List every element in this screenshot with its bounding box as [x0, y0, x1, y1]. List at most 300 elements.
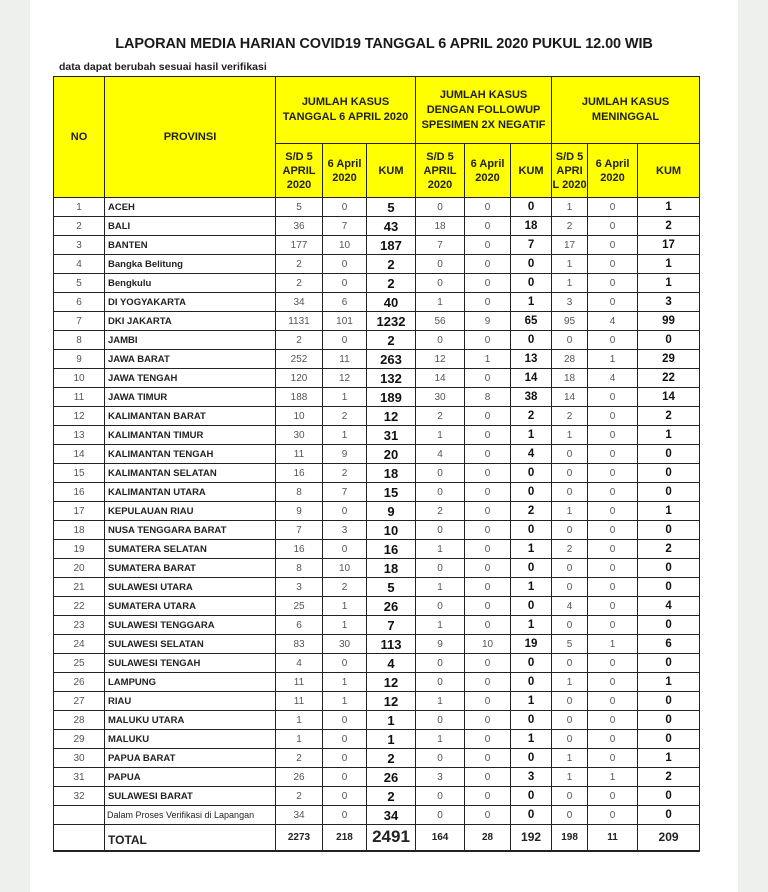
cell-no: 22	[54, 597, 105, 616]
cell-jumlah-kasus-6-april: 1	[323, 692, 367, 711]
cell-meninggal-kum: 0	[638, 711, 700, 730]
header-no: NO	[54, 77, 105, 198]
cell-jumlah-kasus-kum: 1232	[367, 312, 416, 331]
cell-meninggal-6-april: 0	[588, 274, 638, 293]
cell-negatif-kum: 0	[511, 749, 552, 768]
cell-no: 4	[54, 255, 105, 274]
cell-meninggal-sd5-april: 2	[552, 407, 588, 426]
covid-cases-table	[53, 76, 700, 852]
cell-meninggal-sd5-april: 0	[552, 331, 588, 350]
cell-negatif-kum: 38	[511, 388, 552, 407]
cell-meninggal-kum: 17	[638, 236, 700, 255]
cell-negatif-sd5-april: 0	[416, 749, 465, 768]
cell-jumlah-kasus-6-april: 0	[323, 540, 367, 559]
cell-negatif-6-april: 0	[465, 673, 511, 692]
cell-no: 3	[54, 236, 105, 255]
cell-meninggal-kum: 6	[638, 635, 700, 654]
cell-negatif-sd5-april: 0	[416, 521, 465, 540]
cell-negatif-kum: 0	[511, 331, 552, 350]
header-provinsi: PROVINSI	[105, 77, 276, 198]
cell-meninggal-sd5-april: 1	[552, 749, 588, 768]
cell-meninggal-kum: 0	[638, 445, 700, 464]
cell-negatif-6-april: 0	[465, 369, 511, 388]
cell-jumlah-kasus-kum: 1	[367, 730, 416, 749]
cell-meninggal-6-april: 1	[588, 635, 638, 654]
cell-provinsi: BANTEN	[105, 236, 276, 255]
cell-negatif-kum: 4	[511, 445, 552, 464]
cell-no: 25	[54, 654, 105, 673]
cell-provinsi: SULAWESI UTARA	[105, 578, 276, 597]
cell-meninggal-6-april: 0	[588, 293, 638, 312]
cell-jumlah-kasus-kum: 12	[367, 673, 416, 692]
cell-negatif-sd5-april: 0	[416, 673, 465, 692]
table-row	[54, 578, 700, 597]
table-row	[54, 483, 700, 502]
cell-jumlah-kasus-kum: 10	[367, 521, 416, 540]
table-row	[54, 730, 700, 749]
cell-no: 2	[54, 217, 105, 236]
cell-negatif-6-april: 0	[465, 464, 511, 483]
cell-meninggal-kum: 2	[638, 768, 700, 787]
cell-negatif-6-april: 28	[465, 825, 511, 851]
cell-meninggal-kum: 0	[638, 464, 700, 483]
cell-negatif-sd5-april: 0	[416, 559, 465, 578]
cell-no: 13	[54, 426, 105, 445]
cell-negatif-kum: 0	[511, 274, 552, 293]
cell-negatif-kum: 14	[511, 369, 552, 388]
cell-meninggal-sd5-april: 0	[552, 464, 588, 483]
cell-meninggal-sd5-april: 1	[552, 673, 588, 692]
table-row	[54, 369, 700, 388]
cell-meninggal-kum: 29	[638, 350, 700, 369]
cell-jumlah-kasus-kum: 113	[367, 635, 416, 654]
cell-negatif-6-april: 0	[465, 236, 511, 255]
table-row	[54, 521, 700, 540]
cell-meninggal-sd5-april: 28	[552, 350, 588, 369]
cell-meninggal-kum: 1	[638, 198, 700, 217]
table-row	[54, 711, 700, 730]
cell-meninggal-6-april: 0	[588, 483, 638, 502]
cell-negatif-kum: 13	[511, 350, 552, 369]
cell-jumlah-kasus-6-april: 0	[323, 654, 367, 673]
cell-jumlah-kasus-6-april: 1	[323, 597, 367, 616]
cell-no: 15	[54, 464, 105, 483]
cell-provinsi: BALI	[105, 217, 276, 236]
cell-no: 17	[54, 502, 105, 521]
table-row	[54, 255, 700, 274]
table-row	[54, 426, 700, 445]
cell-jumlah-kasus-kum: 189	[367, 388, 416, 407]
cell-meninggal-sd5-april: 2	[552, 217, 588, 236]
cell-meninggal-6-april: 0	[588, 331, 638, 350]
cell-jumlah-kasus-sd5-april: 4	[276, 654, 323, 673]
cell-negatif-sd5-april: 18	[416, 217, 465, 236]
cell-provinsi: JAWA TENGAH	[105, 369, 276, 388]
cell-negatif-6-april: 9	[465, 312, 511, 331]
cell-negatif-sd5-april: 1	[416, 540, 465, 559]
cell-negatif-sd5-april: 0	[416, 274, 465, 293]
cell-meninggal-6-april: 0	[588, 559, 638, 578]
cell-meninggal-sd5-april: 0	[552, 654, 588, 673]
cell-negatif-sd5-april: 0	[416, 654, 465, 673]
table-row	[54, 635, 700, 654]
table-row	[54, 312, 700, 331]
cell-meninggal-6-april: 0	[588, 521, 638, 540]
cell-no: 16	[54, 483, 105, 502]
cell-meninggal-sd5-april: 0	[552, 787, 588, 806]
cell-negatif-6-april: 0	[465, 730, 511, 749]
cell-meninggal-6-april: 0	[588, 787, 638, 806]
cell-jumlah-kasus-kum: 12	[367, 692, 416, 711]
cell-no: 1	[54, 198, 105, 217]
subheader-jumlah-kasus-sd5-april: S/D 5 APRIL 2020	[276, 144, 323, 198]
cell-jumlah-kasus-6-april: 0	[323, 806, 367, 825]
cell-negatif-sd5-april: 3	[416, 768, 465, 787]
cell-negatif-kum: 3	[511, 768, 552, 787]
cell-jumlah-kasus-6-april: 9	[323, 445, 367, 464]
cell-meninggal-kum: 2	[638, 217, 700, 236]
cell-negatif-6-april: 8	[465, 388, 511, 407]
cell-no: 12	[54, 407, 105, 426]
cell-negatif-6-april: 0	[465, 616, 511, 635]
cell-meninggal-sd5-april: 1	[552, 426, 588, 445]
cell-provinsi: DI YOGYAKARTA	[105, 293, 276, 312]
cell-jumlah-kasus-kum: 9	[367, 502, 416, 521]
cell-meninggal-6-april: 0	[588, 616, 638, 635]
cell-meninggal-kum: 0	[638, 730, 700, 749]
cell-negatif-kum: 192	[511, 825, 552, 851]
table-row	[54, 692, 700, 711]
table-row	[54, 274, 700, 293]
cell-negatif-6-april: 0	[465, 540, 511, 559]
cell-provinsi: JAMBI	[105, 331, 276, 350]
cell-meninggal-6-april: 0	[588, 236, 638, 255]
cell-meninggal-sd5-april: 0	[552, 483, 588, 502]
cell-provinsi: JAWA BARAT	[105, 350, 276, 369]
cell-jumlah-kasus-sd5-april: 36	[276, 217, 323, 236]
cell-negatif-6-april: 1	[465, 350, 511, 369]
subheader-meninggal-kum: KUM	[638, 144, 700, 198]
report-title: LAPORAN MEDIA HARIAN COVID19 TANGGAL 6 APRIL 2020 PUKUL 12.00 WIB	[115, 36, 653, 52]
cell-jumlah-kasus-sd5-april: 2	[276, 255, 323, 274]
cell-jumlah-kasus-sd5-april: 2	[276, 787, 323, 806]
cell-jumlah-kasus-kum: 12	[367, 407, 416, 426]
cell-jumlah-kasus-sd5-april: 252	[276, 350, 323, 369]
cell-meninggal-kum: 1	[638, 274, 700, 293]
cell-meninggal-6-april: 0	[588, 407, 638, 426]
header-group-jumlah-kasus: JUMLAH KASUS TANGGAL 6 APRIL 2020	[276, 77, 416, 144]
cell-negatif-6-april: 0	[465, 521, 511, 540]
cell-no: 31	[54, 768, 105, 787]
cell-meninggal-6-april: 0	[588, 654, 638, 673]
cell-jumlah-kasus-kum: 34	[367, 806, 416, 825]
cell-meninggal-kum: 1	[638, 426, 700, 445]
cell-jumlah-kasus-kum: 26	[367, 597, 416, 616]
cell-provinsi: DKI JAKARTA	[105, 312, 276, 331]
table-row	[54, 768, 700, 787]
cell-meninggal-6-april: 0	[588, 502, 638, 521]
cell-negatif-sd5-april: 0	[416, 464, 465, 483]
cell-meninggal-6-april: 0	[588, 597, 638, 616]
subheader-negatif-6-april: 6 April 2020	[465, 144, 511, 198]
cell-jumlah-kasus-kum: 40	[367, 293, 416, 312]
table-row	[54, 654, 700, 673]
cell-no: 19	[54, 540, 105, 559]
cell-meninggal-sd5-april: 0	[552, 692, 588, 711]
cell-provinsi: PAPUA BARAT	[105, 749, 276, 768]
cell-meninggal-sd5-april: 1	[552, 255, 588, 274]
cell-negatif-sd5-april: 2	[416, 407, 465, 426]
cell-negatif-sd5-april: 1	[416, 730, 465, 749]
cell-jumlah-kasus-6-april: 1	[323, 388, 367, 407]
cell-jumlah-kasus-kum: 263	[367, 350, 416, 369]
cell-no: 8	[54, 331, 105, 350]
cell-negatif-sd5-april: 1	[416, 616, 465, 635]
cell-negatif-6-april: 0	[465, 502, 511, 521]
cell-negatif-kum: 0	[511, 673, 552, 692]
cell-jumlah-kasus-6-april: 7	[323, 483, 367, 502]
cell-meninggal-sd5-april: 3	[552, 293, 588, 312]
cell-jumlah-kasus-sd5-april: 120	[276, 369, 323, 388]
cell-negatif-kum: 0	[511, 521, 552, 540]
cell-jumlah-kasus-6-april: 0	[323, 768, 367, 787]
cell-jumlah-kasus-sd5-april: 1131	[276, 312, 323, 331]
cell-negatif-6-april: 0	[465, 654, 511, 673]
cell-jumlah-kasus-sd5-april: 1	[276, 730, 323, 749]
cell-no: 26	[54, 673, 105, 692]
cell-jumlah-kasus-6-april: 10	[323, 236, 367, 255]
cell-provinsi: KEPULAUAN RIAU	[105, 502, 276, 521]
cell-no: 7	[54, 312, 105, 331]
table-row	[54, 540, 700, 559]
cell-meninggal-kum: 0	[638, 483, 700, 502]
cell-meninggal-sd5-april: 17	[552, 236, 588, 255]
cell-jumlah-kasus-sd5-april: 16	[276, 540, 323, 559]
cell-negatif-6-april: 0	[465, 483, 511, 502]
cell-meninggal-sd5-april: 0	[552, 730, 588, 749]
cell-provinsi: Bangka Belitung	[105, 255, 276, 274]
cell-negatif-kum: 2	[511, 407, 552, 426]
cell-jumlah-kasus-sd5-april: 11	[276, 445, 323, 464]
cell-jumlah-kasus-6-april: 11	[323, 350, 367, 369]
table-row	[54, 331, 700, 350]
cell-provinsi: JAWA TIMUR	[105, 388, 276, 407]
cell-negatif-kum: 1	[511, 426, 552, 445]
cell-jumlah-kasus-sd5-april: 3	[276, 578, 323, 597]
cell-no	[54, 806, 105, 825]
cell-negatif-sd5-april: 164	[416, 825, 465, 851]
cell-negatif-sd5-april: 2	[416, 502, 465, 521]
cell-jumlah-kasus-sd5-april: 16	[276, 464, 323, 483]
cell-meninggal-kum: 1	[638, 255, 700, 274]
cell-provinsi: SULAWESI BARAT	[105, 787, 276, 806]
cell-jumlah-kasus-kum: 132	[367, 369, 416, 388]
cell-jumlah-kasus-6-april: 1	[323, 673, 367, 692]
cell-meninggal-sd5-april: 18	[552, 369, 588, 388]
table-row	[54, 464, 700, 483]
cell-jumlah-kasus-sd5-april: 26	[276, 768, 323, 787]
cell-meninggal-sd5-april: 1	[552, 768, 588, 787]
cell-meninggal-6-april: 0	[588, 445, 638, 464]
cell-provinsi: ACEH	[105, 198, 276, 217]
table-row	[54, 198, 700, 217]
cell-provinsi: SULAWESI TENGGARA	[105, 616, 276, 635]
cell-negatif-kum: 0	[511, 787, 552, 806]
header-group-negatif: JUMLAH KASUS DENGAN FOLLOWUP SPESIMEN 2X NEGATIF	[416, 77, 552, 144]
cell-jumlah-kasus-kum: 15	[367, 483, 416, 502]
cell-negatif-kum: 0	[511, 559, 552, 578]
cell-negatif-sd5-april: 0	[416, 255, 465, 274]
cell-jumlah-kasus-sd5-april: 11	[276, 673, 323, 692]
cell-provinsi: MALUKU	[105, 730, 276, 749]
cell-jumlah-kasus-6-april: 0	[323, 749, 367, 768]
cell-negatif-6-april: 0	[465, 711, 511, 730]
cell-jumlah-kasus-sd5-april: 2273	[276, 825, 323, 851]
cell-no: 10	[54, 369, 105, 388]
cell-negatif-6-april: 0	[465, 578, 511, 597]
cell-negatif-6-april: 0	[465, 768, 511, 787]
cell-negatif-kum: 65	[511, 312, 552, 331]
cell-meninggal-kum: 4	[638, 597, 700, 616]
cell-negatif-6-april: 0	[465, 787, 511, 806]
table-row	[54, 445, 700, 464]
subheader-meninggal-6-april: 6 April 2020	[588, 144, 638, 198]
cell-jumlah-kasus-sd5-april: 25	[276, 597, 323, 616]
total-row	[54, 825, 700, 851]
cell-no: 6	[54, 293, 105, 312]
cell-meninggal-sd5-april: 1	[552, 274, 588, 293]
cell-provinsi: PAPUA	[105, 768, 276, 787]
cell-negatif-sd5-april: 0	[416, 806, 465, 825]
cell-negatif-sd5-april: 0	[416, 331, 465, 350]
cell-provinsi: KALIMANTAN BARAT	[105, 407, 276, 426]
cell-no: 30	[54, 749, 105, 768]
cell-jumlah-kasus-6-april: 12	[323, 369, 367, 388]
cell-jumlah-kasus-kum: 16	[367, 540, 416, 559]
cell-meninggal-6-april: 0	[588, 198, 638, 217]
cell-meninggal-sd5-april: 0	[552, 616, 588, 635]
table-row	[54, 217, 700, 236]
cell-negatif-sd5-april: 0	[416, 711, 465, 730]
cell-jumlah-kasus-sd5-april: 83	[276, 635, 323, 654]
cell-negatif-6-april: 0	[465, 217, 511, 236]
cell-negatif-sd5-april: 1	[416, 426, 465, 445]
cell-meninggal-kum: 0	[638, 521, 700, 540]
cell-meninggal-sd5-april: 0	[552, 445, 588, 464]
cell-negatif-6-april: 0	[465, 749, 511, 768]
cell-jumlah-kasus-sd5-april: 34	[276, 293, 323, 312]
cell-jumlah-kasus-6-april: 0	[323, 274, 367, 293]
cell-no: 14	[54, 445, 105, 464]
cell-provinsi: SULAWESI TENGAH	[105, 654, 276, 673]
cell-jumlah-kasus-6-april: 0	[323, 730, 367, 749]
cell-jumlah-kasus-kum: 18	[367, 464, 416, 483]
cell-no: 9	[54, 350, 105, 369]
subheader-negatif-sd5-april: S/D 5 APRIL 2020	[416, 144, 465, 198]
cell-meninggal-sd5-april: 198	[552, 825, 588, 851]
cell-negatif-sd5-april: 0	[416, 483, 465, 502]
cell-jumlah-kasus-sd5-april: 10	[276, 407, 323, 426]
cell-provinsi: KALIMANTAN TIMUR	[105, 426, 276, 445]
cell-meninggal-sd5-april: 1	[552, 198, 588, 217]
cell-meninggal-kum: 22	[638, 369, 700, 388]
cell-jumlah-kasus-6-april: 2	[323, 407, 367, 426]
cell-provinsi: SUMATERA UTARA	[105, 597, 276, 616]
subheader-negatif-kum: KUM	[511, 144, 552, 198]
cell-jumlah-kasus-6-april: 10	[323, 559, 367, 578]
cell-negatif-sd5-april: 12	[416, 350, 465, 369]
cell-provinsi: SUMATERA BARAT	[105, 559, 276, 578]
cell-meninggal-6-april: 0	[588, 749, 638, 768]
cell-meninggal-6-april: 1	[588, 350, 638, 369]
table-row	[54, 407, 700, 426]
cell-meninggal-6-april: 0	[588, 711, 638, 730]
table-row	[54, 236, 700, 255]
cell-negatif-kum: 0	[511, 597, 552, 616]
cell-meninggal-sd5-april: 0	[552, 559, 588, 578]
cell-meninggal-6-april: 0	[588, 255, 638, 274]
cell-jumlah-kasus-sd5-april: 5	[276, 198, 323, 217]
cell-jumlah-kasus-kum: 187	[367, 236, 416, 255]
cell-negatif-kum: 1	[511, 540, 552, 559]
cell-jumlah-kasus-sd5-april: 1	[276, 711, 323, 730]
cell-negatif-kum: 0	[511, 464, 552, 483]
cell-negatif-sd5-april: 30	[416, 388, 465, 407]
cell-jumlah-kasus-sd5-april: 34	[276, 806, 323, 825]
cell-meninggal-6-april: 4	[588, 312, 638, 331]
cell-no: 28	[54, 711, 105, 730]
report-subtitle: data dapat berubah sesuai hasil verifikasi	[59, 61, 267, 73]
cell-jumlah-kasus-6-april: 30	[323, 635, 367, 654]
cell-jumlah-kasus-kum: 5	[367, 198, 416, 217]
table-row	[54, 559, 700, 578]
cell-negatif-6-april: 0	[465, 692, 511, 711]
cell-provinsi: SUMATERA SELATAN	[105, 540, 276, 559]
cell-meninggal-6-april: 0	[588, 692, 638, 711]
cell-negatif-6-april: 0	[465, 331, 511, 350]
cell-meninggal-kum: 1	[638, 502, 700, 521]
cell-provinsi: MALUKU UTARA	[105, 711, 276, 730]
cell-negatif-kum: 2	[511, 502, 552, 521]
cell-negatif-sd5-april: 0	[416, 597, 465, 616]
cell-provinsi: KALIMANTAN UTARA	[105, 483, 276, 502]
cell-provinsi: Bengkulu	[105, 274, 276, 293]
table-row	[54, 502, 700, 521]
cell-jumlah-kasus-6-april: 0	[323, 502, 367, 521]
cell-meninggal-sd5-april: 0	[552, 711, 588, 730]
table-row	[54, 616, 700, 635]
cell-meninggal-6-april: 0	[588, 540, 638, 559]
cell-meninggal-sd5-april: 14	[552, 388, 588, 407]
cell-jumlah-kasus-kum: 1	[367, 711, 416, 730]
cell-negatif-kum: 18	[511, 217, 552, 236]
cell-jumlah-kasus-kum: 43	[367, 217, 416, 236]
cell-negatif-6-april: 0	[465, 426, 511, 445]
cell-negatif-kum: 7	[511, 236, 552, 255]
cell-jumlah-kasus-sd5-april: 2	[276, 274, 323, 293]
subheader-meninggal-sd5-april: S/D 5 APRI L 2020	[552, 144, 588, 198]
cell-meninggal-6-april: 0	[588, 426, 638, 445]
cell-negatif-6-april: 0	[465, 407, 511, 426]
cell-jumlah-kasus-kum: 2491	[367, 825, 416, 851]
cell-provinsi: SULAWESI SELATAN	[105, 635, 276, 654]
cell-negatif-6-april: 0	[465, 293, 511, 312]
cell-no: 20	[54, 559, 105, 578]
cell-jumlah-kasus-sd5-april: 7	[276, 521, 323, 540]
cell-no: 18	[54, 521, 105, 540]
cell-jumlah-kasus-sd5-april: 188	[276, 388, 323, 407]
cell-no	[54, 825, 105, 851]
